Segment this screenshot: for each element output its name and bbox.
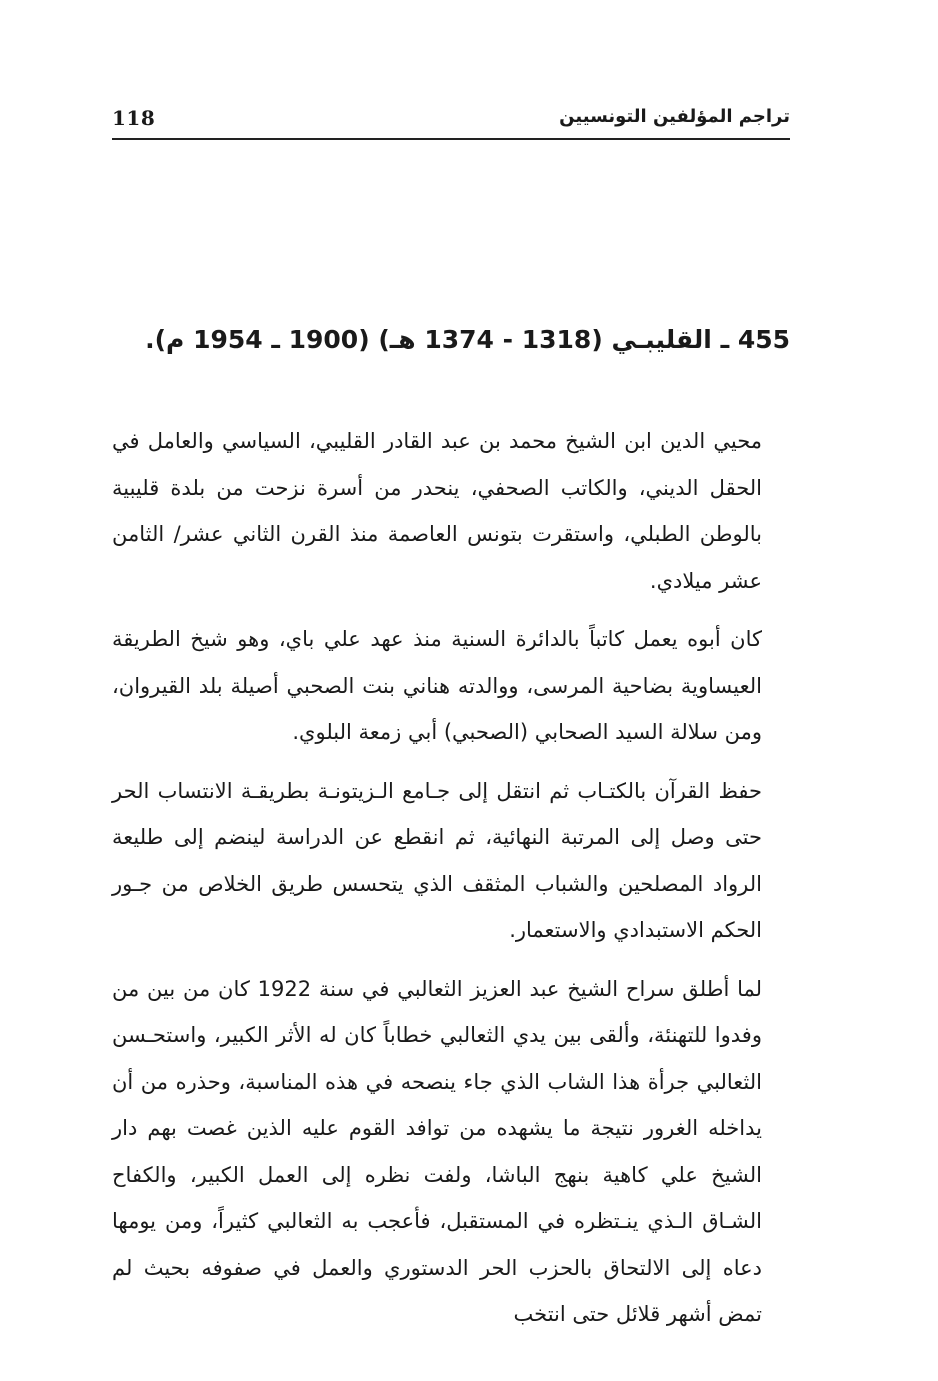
page-header <box>112 102 790 140</box>
running-title: تراجم المؤلفين التونسيين <box>559 106 790 127</box>
entry-heading: 455 ـ القليبـي (1318 - 1374 هـ) (1900 ـ 1954 م). <box>145 325 790 354</box>
paragraph: لما أطلق سراح الشيخ عبد العزيز الثعالبي في سنة 1922 كان من بين من وفدوا للتهنئة، وألقى بين يدي الثعالبي خطاباً كان له الأثر الكبير، واستحـسن الثعالبي جرأة هذا الشاب الذي جاء ينصحه في هذه المناسبة، وحذره من أن يداخله الغرور نتيجة ما يشهده من توافد القوم عليه الذين غصت بهم دار الشيخ علي كاهية بنهج الباشا، ولفت نظره إلى العمل الكبير، والكفاح الشـاق الـذي ينـتظره في المستقبل، فأعجب به الثعالبي كثيراً، ومن يومها دعاه إلى الالتحاق بالحزب الحر الدستوري والعمل في صفوفه بحيث لم تمض أشهر قلائل حتى انتخب <box>112 976 763 1326</box>
paragraph: محيي الدين ابن الشيخ محمد بن عبد القادر القليبي، السياسي والعامل في الحقل الديني، والكاتب الصحفي، ينحدر من أسرة نزحت من بلدة قليبية بالوطن الطبلي، واستقرت بتونس العاصمة منذ القرن الثاني عشر/ الثامن عشر ميلادي. <box>112 429 762 593</box>
page-number: 118 <box>112 106 156 130</box>
entry-body <box>112 418 762 1350</box>
paragraph: حفظ القرآن بالكتـاب ثم انتقل إلى جـامع الـزيتونـة بطريقـة الانتساب الحر حتى وصل إلى المرتبة النهائية، ثم انقطع عن الدراسة لينضم إلى طليعة الرواد المصلحين والشباب المثقف الذي يتحسس طريق الخلاص من جـور الحكم الاستبدادي والاستعمار. <box>112 778 762 942</box>
paragraph: كان أبوه يعمل كاتباً بالدائرة السنية منذ عهد علي باي، وهو شيخ الطريقة العيساوية بضاحية المرسى، ووالدته هناني بنت الصحبي أصيلة بلد القيروان، ومن سلالة السيد الصحابي (الصحبي) أبي زمعة البلوي. <box>112 627 762 744</box>
